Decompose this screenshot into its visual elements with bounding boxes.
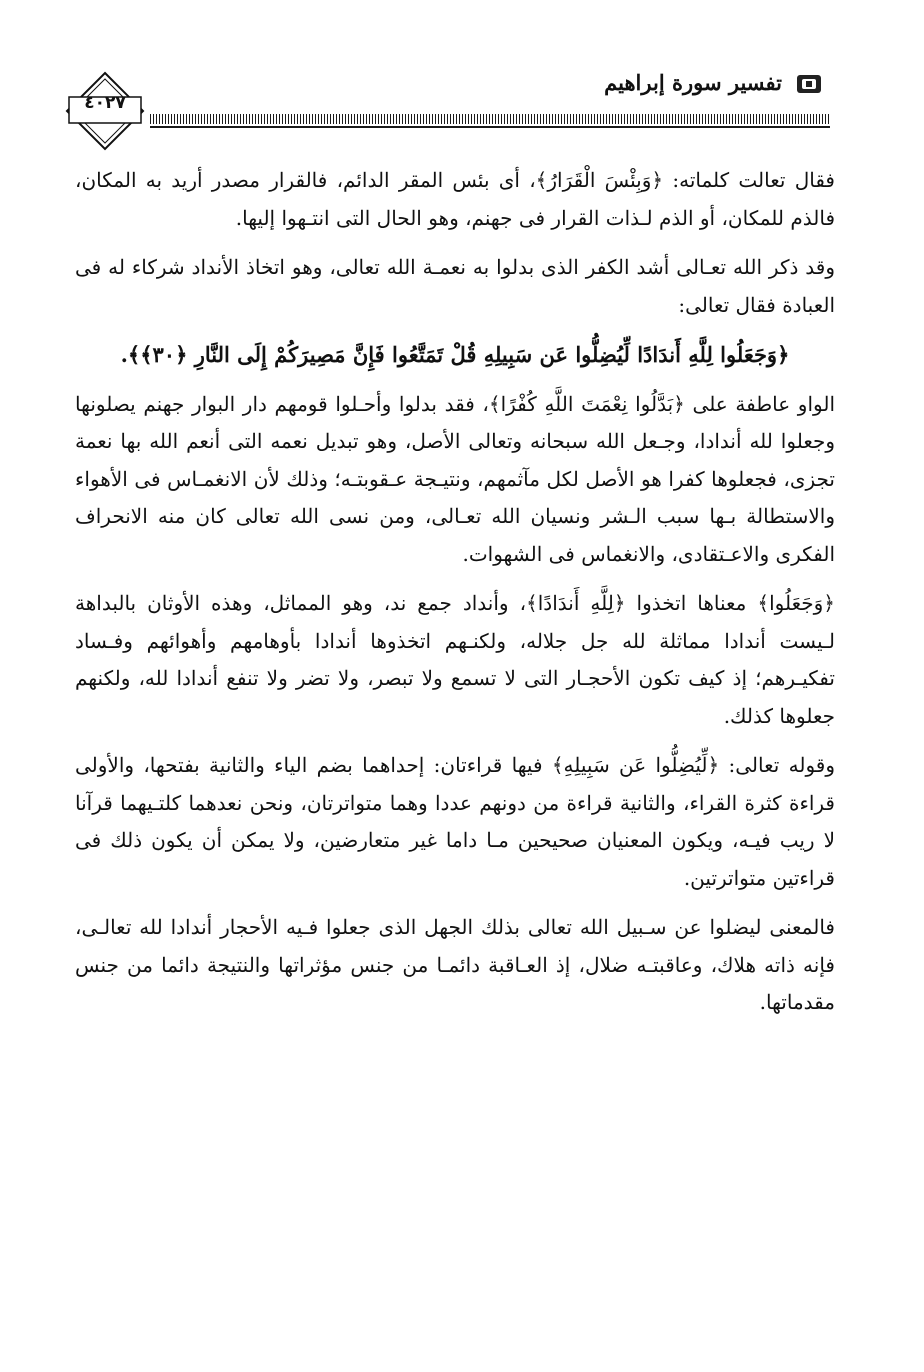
paragraph-6: فالمعنى ليضلوا عن سـبيل الله تعالى بذلك الجهل الذى جعلوا فـيه الأحجار أندادا لله تعالـى، فإنه ذاته هلاك، وعاقبتـه ضلال، إذ العـاقبة دائمـا من جنس مؤثراتها والنتيجة دائما من جنس مقدماتها. <box>75 915 835 1014</box>
page-number-badge <box>65 71 145 151</box>
paragraph-1: فقال تعالت كلماته: ﴿وَبِئْسَ الْقَرَارُ﴾، أى بئس المقر الدائم، فالقرار مصدر أريد به المكان، فالذم للمكان، أو الذم لـذات القرار فى جهنم، وهو الحال التى انتـهوا إليها. <box>75 168 835 230</box>
page-header <box>60 60 830 160</box>
quran-verse: ﴿وَجَعَلُوا لِلَّهِ أَندَادًا لِّيُضِلُّوا عَن سَبِيلِهِ قُلْ تَمَتَّعُوا فَإِنَّ مَصِيرَكُمْ إِلَى النَّارِ ﴿٣٠﴾﴾. <box>120 342 790 367</box>
header-rule-line <box>150 126 830 128</box>
page-body <box>75 162 835 1034</box>
paragraph-4: ﴿وَجَعَلُوا﴾ معناها اتخذوا ﴿لِلَّهِ أَندَادًا﴾، وأنداد جمع ند، وهو المماثل، وهذه الأوثان بالبداهة لـيست أندادا مماثلة لله جل جلاله، ولكنـهم اتخذوها أندادا بأوهامهم وأهوائهم وفـساد تفكيـرهم؛ إذ كيف تكون الأحجـار التى لا تسمع ولا تبصر، ولا تضر ولا تنفع أندادا لله، ولكنهم جعلوها كذلك. <box>75 591 835 728</box>
paragraph-5: وقوله تعالى: ﴿لِّيُضِلُّوا عَن سَبِيلِهِ﴾ فيها قراءتان: إحداهما بضم الياء والثانية بفتحها، والأولى قراءة كثرة القراء، والثانية قراءة من دونهم عددا وهما متواترتان، ونحن نعدهما كلتـيهما قرآنا لا ريب فيـه، ويكون المعنيان صحيحين مـا داما غير متعارضين، ولا يمكن أن يكون ذلك فى قراءتين متواترتين. <box>75 753 835 890</box>
header-rule <box>150 114 830 124</box>
paragraph-3: الواو عاطفة على ﴿بَدَّلُوا نِعْمَتَ اللَّهِ كُفْرًا﴾، فقد بدلوا وأحـلوا قومهم دار البوار جهنم يصلونها وجعلوا لله أندادا، وجـعل الله سبحانه وتعالى الأصل، وهو تبديل نعمه التى أنعم الله بها نعمة تجزى، فجعلوها كفرا هو الأصل لكل مآثمهم، ونتيـجة عـقوبتـه؛ وذلك لأن الانغمـاس فى الأهواء والاستطالة بـها سبب الـشر ونسيان الله تعـالى، ومن نسى الله تعالى كان منه الانحراف الفكرى والاعـتقادى، والانغماس فى الشهوات. <box>75 391 835 566</box>
header-title: تفسير سورة إبراهيم <box>604 70 782 95</box>
paragraph-2: وقد ذكر الله تعـالى أشد الكفر الذى بدلوا به نعمـة الله تعالى، وهو اتخاذ الأنداد شركاء له فى العبادة فقال تعالى: <box>75 255 835 317</box>
page-number: ٤٠٢٧ <box>84 93 126 113</box>
book-emblem-icon <box>794 72 824 96</box>
